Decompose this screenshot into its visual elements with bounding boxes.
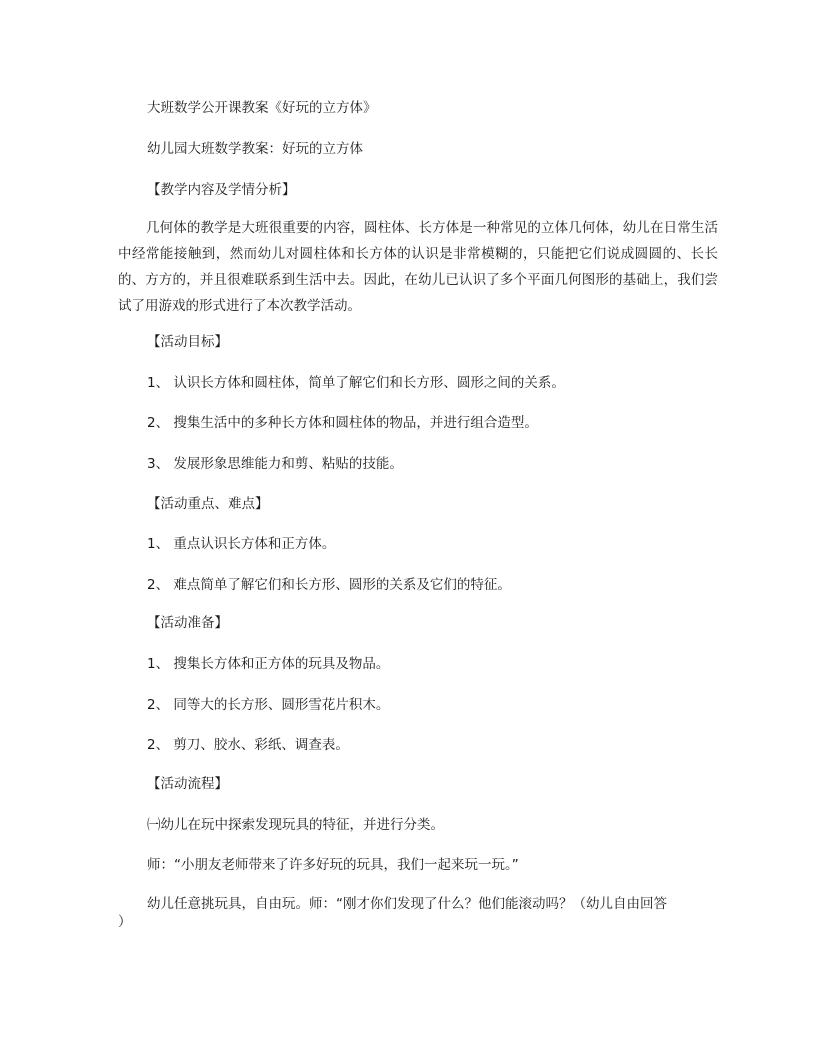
goal-item: 2、 搜集生活中的多种长方体和圆柱体的物品，并进行组合造型。 — [147, 415, 538, 431]
section-heading-focus: 【活动重点、难点】 — [147, 496, 269, 512]
flow-step: ㈠幼儿在玩中探索发现玩具的特征，并进行分类。 — [147, 817, 444, 833]
free-play-text-continued: ） — [118, 914, 132, 930]
document-subtitle: 幼儿园大班数学教案：好玩的立方体 — [147, 141, 363, 157]
goal-item: 3、 发展形象思维能力和剪、粘贴的技能。 — [147, 456, 403, 472]
section-heading-flow: 【活动流程】 — [147, 776, 228, 792]
section-heading-prep: 【活动准备】 — [147, 615, 228, 631]
prep-item: 2、 剪刀、胶水、彩纸、调查表。 — [147, 737, 349, 753]
prep-item: 1、 搜集长方体和正方体的玩具及物品。 — [147, 656, 390, 672]
focus-item: 1、 重点认识长方体和正方体。 — [147, 536, 336, 552]
section-heading-goals: 【活动目标】 — [147, 334, 228, 350]
prep-item: 2、 同等大的长方形、圆形雪花片积木。 — [147, 697, 390, 713]
analysis-paragraph: 几何体的教学是大班很重要的内容，圆柱体、长方体是一种常见的立体几何体，幼儿在日常生活中经常能接触到，然而幼儿对圆柱体和长方体的认识是非常模糊的，只能把它们说成圆圆的、长长的、方方的，并且很难联系到生活中去。因此，在幼儿已认识了多个平面几何图形的基础上，我们尝试了用游戏的形式进行了本次教学活动。 — [118, 220, 718, 314]
teacher-dialogue: 师：“小朋友老师带来了许多好玩的玩具，我们一起来玩一玩。” — [147, 857, 519, 873]
goal-item: 1、 认识长方体和圆柱体，简单了解它们和长方形、圆形之间的关系。 — [147, 375, 565, 391]
free-play-text: 幼儿任意挑玩具，自由玩。师：“刚才你们发现了什么？他们能滚动吗？（幼儿自由回答 — [147, 896, 667, 912]
focus-item: 2、 难点简单了解它们和长方形、圆形的关系及它们的特征。 — [147, 577, 511, 593]
document-title: 大班数学公开课教案《好玩的立方体》 — [147, 100, 377, 116]
section-heading-analysis: 【教学内容及学情分析】 — [147, 182, 296, 198]
